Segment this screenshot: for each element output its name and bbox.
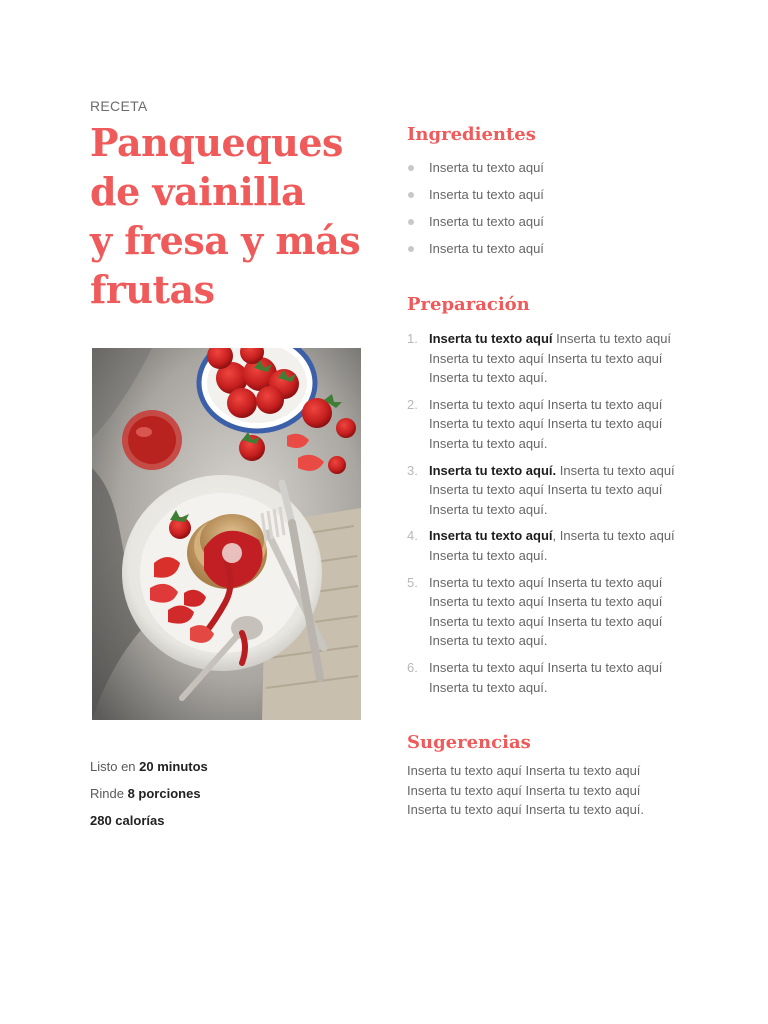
- title-line: Panqueques: [90, 120, 343, 165]
- pancakes-strawberries-image: [92, 348, 361, 720]
- ingredients-heading: Ingredientes: [407, 124, 536, 145]
- list-item: Inserta tu texto aquí: [407, 213, 707, 240]
- bullet-icon: [408, 165, 414, 171]
- recipe-photo: [92, 348, 361, 720]
- ready-time-value: 20 minutos: [139, 759, 208, 774]
- step-item: 6. Inserta tu texto aquí Inserta tu texto aquí Inserta tu texto aquí.: [407, 659, 663, 695]
- preparation-steps: [407, 329, 707, 697]
- ingredients-list: [407, 159, 707, 267]
- ingredients-section: [407, 124, 707, 267]
- bullet-icon: [408, 192, 414, 198]
- list-item: Inserta tu texto aquí: [407, 159, 707, 186]
- step-item: 1. Inserta tu texto aquí Inserta tu texto aquí Inserta tu texto aquí Inserta tu texto aquí Inserta tu texto aquí.: [407, 331, 672, 386]
- recipe-header: [90, 98, 370, 314]
- recipe-meta: [90, 758, 208, 839]
- yield-value: 8 porciones: [127, 786, 201, 801]
- step-item: 5. Inserta tu texto aquí Inserta tu texto aquí Inserta tu texto aquí Inserta tu texto aquí Inserta tu texto aquí Inserta tu texto aquí Inserta tu texto aquí.: [407, 574, 663, 649]
- list-item: Inserta tu texto aquí: [407, 186, 707, 213]
- suggestions-heading: Sugerencias: [407, 732, 531, 753]
- calories: 280 calorías: [90, 813, 165, 828]
- bullet-icon: [408, 246, 414, 252]
- recipe-title: [90, 118, 370, 314]
- preparation-section: [407, 294, 707, 704]
- suggestions-text: Inserta tu texto aquí Inserta tu texto aquí Inserta tu texto aquí Inserta tu texto aquí Inserta tu texto aquí Inserta tu texto aquí.: [407, 763, 645, 818]
- list-item: Inserta tu texto aquí: [407, 240, 707, 267]
- step-item: 2. Inserta tu texto aquí Inserta tu texto aquí Inserta tu texto aquí Inserta tu texto aquí Inserta tu texto aquí.: [407, 396, 663, 451]
- step-item: 3. Inserta tu texto aquí. Inserta tu texto aquí Inserta tu texto aquí Inserta tu texto aquí Inserta tu texto aquí.: [407, 462, 675, 517]
- ready-time: Listo en 20 minutos: [90, 759, 208, 774]
- preparation-heading: Preparación: [407, 294, 530, 315]
- yield: Rinde 8 porciones: [90, 786, 201, 801]
- recipe-kicker: RECETA: [90, 98, 148, 114]
- step-item: 4. Inserta tu texto aquí, Inserta tu texto aquí Inserta tu texto aquí.: [407, 528, 675, 563]
- suggestions-section: [407, 732, 707, 820]
- title-line: y fresa y más: [90, 218, 361, 263]
- bullet-icon: [408, 219, 414, 225]
- title-line: de vainilla: [90, 169, 306, 214]
- title-line: frutas: [90, 267, 215, 312]
